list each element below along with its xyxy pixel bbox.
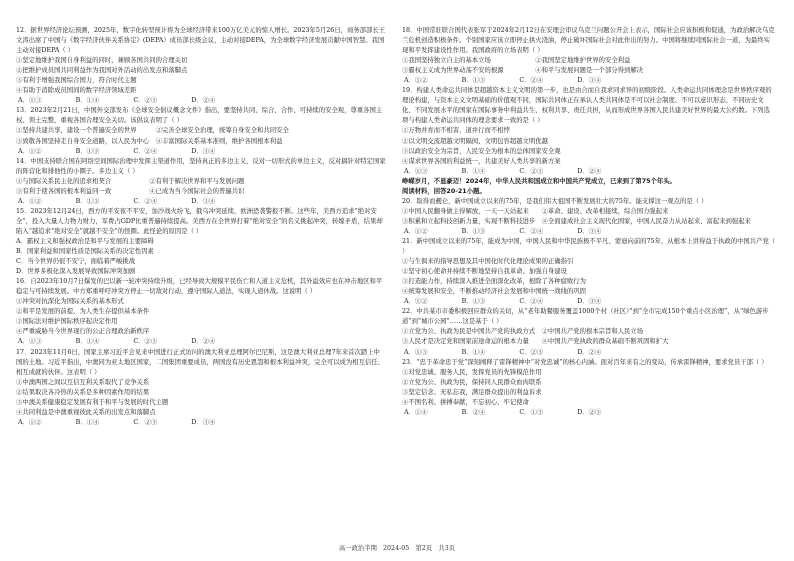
answer-choice[interactable]: B．②④ — [461, 408, 486, 416]
question-option: ④不图名利、拼搏奉献，不忘初心、牢记使命 — [402, 398, 529, 406]
right-questions-group-1 — [402, 26, 776, 177]
answer-choices — [402, 167, 776, 177]
question — [16, 157, 386, 207]
question-stem: 20．取得而靓仑，新中国成立以来的75年，是我们伟大祖国不断发展壮大的75年。能支撑这一观点的是（ ） — [402, 197, 708, 205]
question-option: ③霸权主义成为世界动荡不安的根源 ④和平与发展问题是一个部分得到解决 — [402, 67, 644, 75]
answer-choice[interactable]: C．②④ — [519, 77, 544, 85]
answer-choice[interactable]: C．②④ — [133, 197, 158, 205]
question-option: ①中国人民翻身做主得解放，一天一天站起来 ②革命、建设、改革相接续，综合国力强起来 — [402, 207, 669, 215]
reading-banner-sub: 阅读材料，回答20-21小题。 — [402, 187, 486, 195]
answer-choice[interactable]: C．①③ — [519, 408, 544, 416]
question-stem: 23．“忠于革命忠于党”深刻阐释了雷锋精神中“对党忠诚”的核心内涵。面对百年来有之的变局，传承雷锋精神，要求党员干部（ ） — [402, 358, 768, 366]
answer-choice[interactable]: C．②③ — [519, 167, 544, 175]
answer-choices — [16, 418, 386, 428]
question-option: ③中澳关系健康稳定发展有利于和平与发展的时代主题 — [16, 398, 169, 406]
answer-choice[interactable]: D．③④ — [577, 298, 602, 306]
question-option: ④严重威胁当今世界现行的公正合理政治新秩序 — [16, 328, 150, 336]
answer-choice[interactable]: D．②④ — [577, 348, 602, 356]
question-option: ①中澳两国之间以互信互利关系取代了竞争关系 — [16, 378, 150, 386]
question-stem: 21．新中国成立以来的75年，能成为中国，中国人民和中华民族极不平凡、蒙迪向前的75年，从根本上讲得益于执政的中国共产党（ ） — [402, 237, 776, 256]
reading-banner: 峥嵘岁月，不显豪迈！2024年，中华人民共和国成立和中国共产党成立，已来到了第75个年头。 — [402, 177, 676, 185]
answer-choices — [16, 337, 386, 347]
answer-choice[interactable]: B．①③ — [75, 147, 100, 155]
question — [16, 106, 386, 156]
answer-choice[interactable]: D．③④ — [191, 147, 216, 155]
question-option: ④谋求世界各国的利益统一，共建美好人类共享的新方案 — [402, 157, 561, 165]
answer-choice[interactable]: A．①③ — [404, 167, 428, 175]
answer-choice[interactable]: A．①③ — [18, 338, 42, 346]
answer-choice[interactable]: D．②④ — [191, 97, 216, 105]
question — [16, 348, 386, 428]
question-option: ①万物并育而不相害，道并行而不相悖 — [402, 127, 510, 135]
question-option: ④共同利益是中澳重视彼此关系的出发点和落脚点 — [16, 408, 156, 416]
question-stem: 17．2023年11月6日，国家主席习近平会见来中国进行正式访问的澳大利亚总理阿尔巴尼斯，这是澳大利亚总理7年来首次踏上中国的土地。习近平指出，中澳同为亚太地区国家，二国集团重要成员，两国没有历史恩怨和根本利益冲突，完全可以成为相互信任、相互成就的伙伴。这表明（ ） — [16, 348, 384, 376]
question-option: ③打造能力作，持续深入推进全面深化改革，根除了各种腐败行为 — [402, 278, 586, 286]
question-stem: 13．2023年2月21日，中国外交部发布《全球安全倡议概念文件》指出，要坚持共同、综合、合作、可持续的安全观，尊重各国主权、领土完整，重视各国合理安全关切。该倡议表明了（ ） — [16, 107, 383, 125]
question-option: C．当今世界仍很不安宁，面临着严峻挑战 — [16, 258, 136, 266]
answer-choices — [402, 348, 776, 358]
answer-choice[interactable]: B．①③ — [461, 227, 486, 235]
question-option: A．霸权主义和强权政治是和平与发展的主要障碍 — [16, 237, 154, 245]
question-option: ③坚定信念、无私忘我，满足群众提出的利益诉求 — [402, 388, 542, 396]
question-stem: 12．据世界经济论坛预测，2025年，数字化转型预计将为全球经济带来100万亿美元的惊人增长。2023年5月26日，商务部部长王文涛出席了中国与《数字经济伙伴关系协定》(DEPA）成员部长级会议，主动对接DEPA，为全球数字经济发展贡献中国智慧。我国主动对接DEPA（ ） — [16, 27, 386, 55]
question — [402, 237, 776, 307]
question-option: ①立党为公、执政为民是中国共产党的执政方式 ②中国共产党的根本宗旨和人民立场 — [402, 328, 644, 336]
question-option: ①我国坚持独立自主的基本立场 ②我国坚定地维护世界的安全利益 — [402, 57, 631, 65]
answer-choice[interactable]: B．①③ — [461, 298, 486, 306]
question-option: ③有利于使各国的根本利益同一致 ④已成为当今国际社会的普遍共识 — [16, 187, 245, 195]
question — [402, 86, 776, 176]
question-option: ②结果取决各冷热的关系是多种因素作用的结果 — [16, 388, 150, 396]
answer-choice[interactable]: C．②③ — [519, 348, 544, 356]
question-stem: 22．中共某市市委积极回应群众的关切，从“老年助餐服务覆盖1000个村（社区）”到“全市完成150个重点小区治理”，从“绿色游步道”到“城市公园”……这是基于（ ） — [402, 308, 769, 326]
answer-choice[interactable]: A．①② — [404, 227, 428, 235]
answer-choices — [16, 197, 386, 207]
question-option: ③致敬各国坚持走自身安全道路，以人民为中心 ④丰富国际关系基本准则，维护各国根本利益 — [16, 137, 283, 145]
question — [402, 358, 776, 418]
question — [16, 277, 386, 347]
answer-choice[interactable]: A．①④ — [404, 408, 428, 416]
question-option: ①与生俱来的指导思想及其中国化时代化理论成果的正确指引 — [402, 258, 574, 266]
question-option: ②把维护成员国共同利益作为我国对外活动的出发点和落脚点 — [16, 67, 188, 75]
question-option: ②以文明交流超越文明隔阂、文明包容超越文明优越 — [402, 137, 548, 145]
answer-choice[interactable]: C．②④ — [133, 147, 158, 155]
answer-choice[interactable]: D．③④ — [191, 197, 216, 205]
question-option: ③以政治安全为宗旨，人民安全为根本的总体国家安全观 — [402, 147, 561, 155]
answer-choice[interactable]: D．②③ — [577, 408, 602, 416]
question-option: ③国际法对维护国际秩序起决定作用 — [16, 318, 118, 326]
answer-choice[interactable]: B．①③ — [461, 77, 486, 85]
answer-choice[interactable]: C．②④ — [519, 227, 544, 235]
question-option: ①与国际关系民主化的追求相契合 ②有利于解决世界和平与发展问题 — [16, 177, 245, 185]
answer-choice[interactable]: B．①④ — [461, 167, 486, 175]
question-stem: 15．2023年12月24日，西方的平安夜不平安，加沙战火纷飞，俄乌冲突延续，欧洲恐袭警报不断。这些年，美西方追求“绝对安全”，投入大量人力物力财力，军费占GDP比重普遍持续提高。美西方在全世界打着“绝对安全”的名义挑起冲突，转嫁矛盾，结果却陷入“越追求“绝对安全”就越不安全”的怪圈。此怪论的原因是（ ） — [16, 207, 383, 235]
question-option: ①坚定地维护我国自身利益的同时，兼顾各国共同的合理关切 — [16, 57, 188, 65]
answer-choice[interactable]: B．①④ — [75, 97, 100, 105]
question — [402, 307, 776, 357]
answer-choice[interactable]: C．②③ — [133, 338, 158, 346]
answer-choice[interactable]: D．②④ — [191, 338, 216, 346]
answer-choice[interactable]: C．②③ — [133, 418, 158, 426]
answer-choices — [402, 297, 776, 307]
right-questions-group-2 — [402, 197, 776, 418]
answer-choices — [402, 76, 776, 86]
answer-choice[interactable]: C．②④ — [519, 298, 544, 306]
question — [402, 197, 776, 237]
answer-choice[interactable]: B．①④ — [75, 338, 100, 346]
answer-choices — [16, 96, 386, 106]
answer-choice[interactable]: A．①② — [18, 418, 42, 426]
answer-choice[interactable]: A．①② — [404, 298, 428, 306]
question-option: ②和平是发展的前提，为人类生存提供基本条件 — [16, 308, 150, 316]
answer-choices — [402, 227, 776, 237]
left-column — [16, 26, 386, 428]
answer-choices — [402, 408, 776, 418]
answer-choice[interactable]: B．①④ — [75, 418, 100, 426]
question-option: ③积累和立起科技创新力量，实现不断科技进步 ④全面建成社会主义现代化国家，中国人民奋力从站起来、富起来到强起来 — [402, 217, 751, 225]
right-column — [402, 26, 776, 418]
question-option: ③人民才是决定党和国家前途命运的根本力量 ④中国共产党执政的群众基础不断巩固和扩大 — [402, 338, 669, 346]
question — [16, 26, 386, 106]
answer-choice[interactable]: B．①④ — [461, 348, 486, 356]
answer-choice[interactable]: D．③④ — [577, 77, 602, 85]
question-option: B．国家利益和国家性质是国际关系的决定性因素 — [16, 248, 154, 256]
question-option: ②坚守初心使命并持续不断地坚持自我革命、加强自身建设 — [402, 268, 567, 276]
column-divider — [395, 24, 396, 536]
question-stem: 18．中国常驻联合国代表张军于2024年2月12日在安理会审议乌克兰问题公开会上表示，国际社会应该积极和促通，为政治解决乌克兰危机创造积极条件。个别国家应该立即停止拱火浇油，停止破坏国际社会对此作出的努力。中国将继续同国际社会一道，为最终实现和平发挥建设性作用。我国政府的立场表明（ ） — [402, 27, 775, 55]
question-option: ①冲突对抗深化为国际关系的基本形式 — [16, 298, 124, 306]
answer-choice[interactable]: A．①③ — [404, 348, 428, 356]
question-option: ④统筹发展和安全，不断推动经济社会发展和中国统一战线的巩固 — [402, 288, 586, 296]
question-option: ①对党忠诚、服务人民，发挥党员的先锋模范作用 — [402, 368, 542, 376]
answer-choices — [16, 147, 386, 157]
question-option: ②立党为公、执政为民，保持同人民群众血肉联系 — [402, 378, 542, 386]
question-option: ④有助于消除成员国间的数字经济领域差距 — [16, 87, 137, 95]
answer-choice[interactable]: A．①③ — [18, 97, 42, 105]
answer-choice[interactable]: A．①② — [18, 147, 42, 155]
page-footer: 高一政治半期 2024-05 第2页 共3页 — [338, 545, 456, 552]
question-option: D．世界多极化深入发展导致国际冲突加剧 — [16, 268, 136, 276]
answer-choice[interactable]: D．②④ — [577, 167, 602, 175]
answer-choice[interactable]: C．②③ — [133, 97, 158, 105]
question — [16, 207, 386, 277]
answer-choice[interactable]: D．③④ — [191, 418, 216, 426]
question-option: ①坚持共建共享，建设一个普遍安全的世界 ②完善全球安全治理，统筹自身安全和共同安全 — [16, 127, 289, 135]
answer-choice[interactable]: A．①② — [18, 197, 42, 205]
question-stem: 16．自2023年10月7日爆发的巴以新一轮冲突持续升级，已经导致大规模平民伤亡和人道主义危机，其外溢效应也在冲击地区和平稳定与可持续发展。中方郑重呼吁冲突方停止一切敌对行动，遵守国际人道法，实现人道休战。这说明（ ） — [16, 278, 383, 296]
question-stem: 19．构建人类命运共同体是超越资本主义文明的第一步，也是由合而自我求同求异的初级阶段。人类命运共同体理念是世界秩序观的理论构建，与资本主义文明基础的价值观不同，国际共同体正在承认人类共同体是不可以社会制度、不可以意识形态、不同历史文化、不同发展水平的国家在国际事务中利益共生、权利共享、责任共担，从而形成世界各国人民共建美好世界的最大公约数。下列选项与构建人类命运共同体的理念要求一致的是（ ） — [402, 87, 772, 125]
answer-choice[interactable]: A．①② — [404, 77, 428, 85]
question-option: ③有利于增强我国综合国力，符合时代主题 — [16, 77, 137, 85]
question — [402, 26, 776, 86]
answer-choice[interactable]: D．③④ — [577, 227, 602, 235]
answer-choice[interactable]: B．①③ — [75, 197, 100, 205]
question-stem: 14．中国支持联合国在阿络空间国际治理中发挥主渠道作用，坚持真正的多边主义，反对一切形式的单边主义，反对搞针对特定国家的阵营化和排他性的小圈子。多边主义（ ） — [16, 157, 386, 175]
